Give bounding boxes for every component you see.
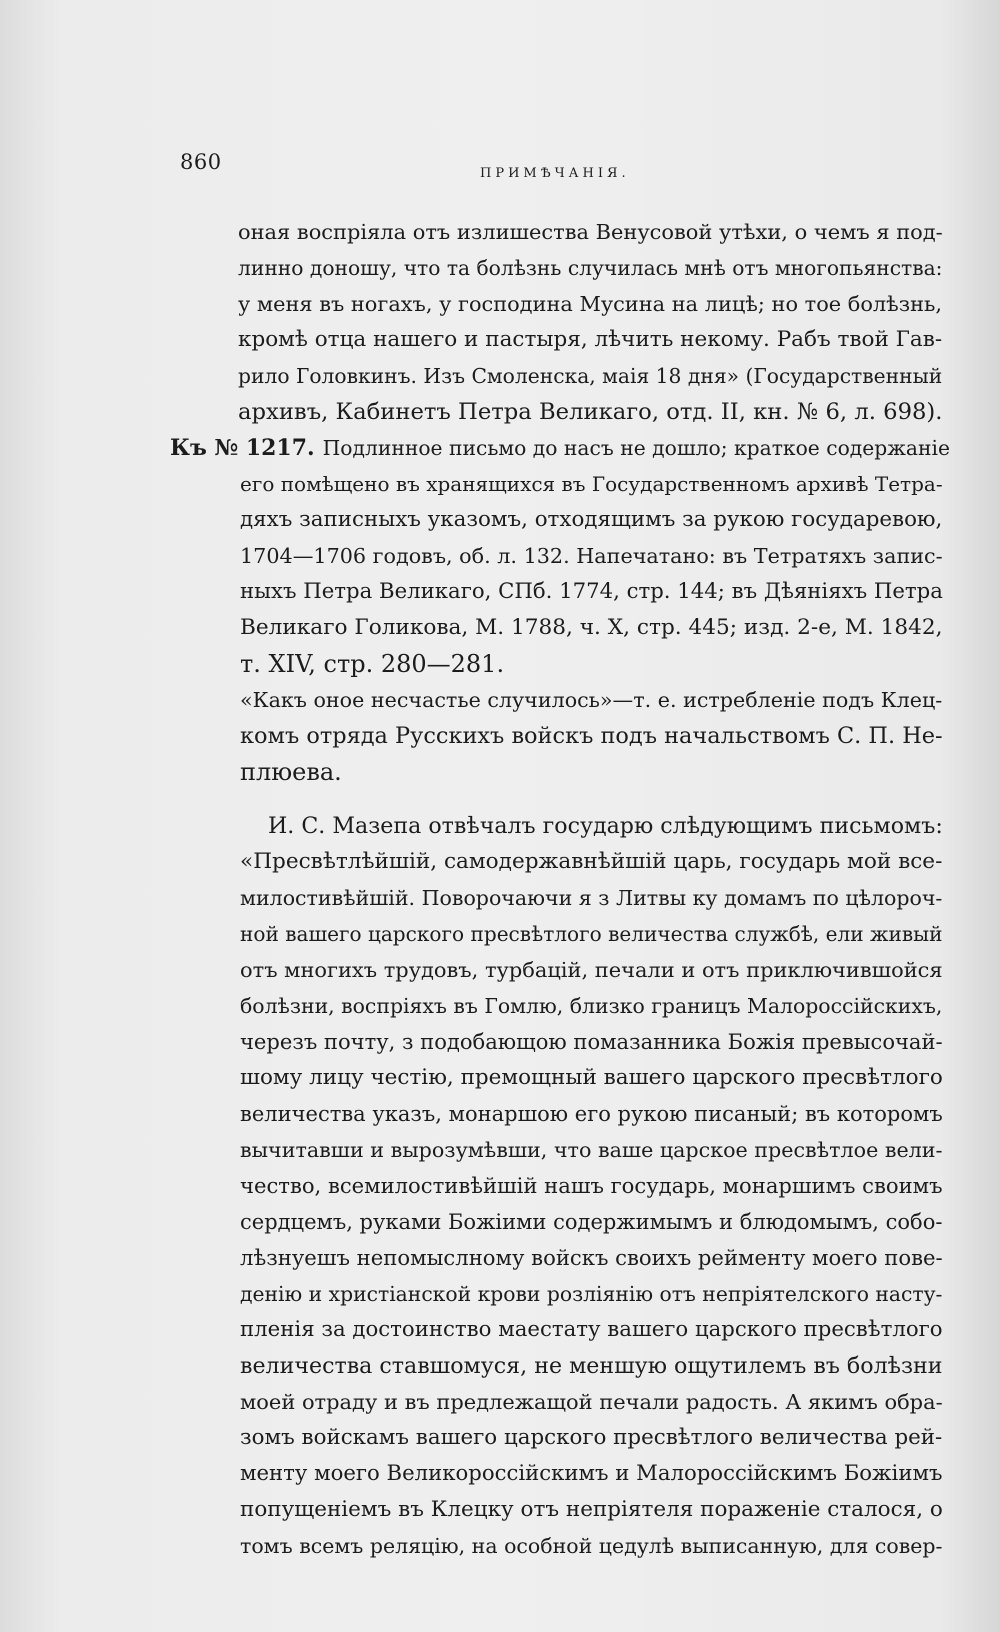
page-number: 860 xyxy=(180,150,222,174)
paragraph-gap xyxy=(170,790,950,808)
text-line: лѣзнуешъ непомыслному войскъ своихъ рейменту моего пове- xyxy=(240,1245,943,1270)
text-line: у меня въ ногахъ, у господина Мусина на лицѣ; но тое болѣзнь, xyxy=(238,292,943,316)
text-line: ныхъ Петра Великаго, СПб. 1774, стр. 144; въ Дѣяніяхъ Петра xyxy=(240,579,943,604)
text-line: архивъ, Кабинетъ Петра Великаго, отд. II, кн. № 6, л. 698). xyxy=(238,399,943,425)
text-line: черезъ почту, з подобающою помазанника Божія превысочай- xyxy=(240,1029,943,1054)
text-line: моей отраду и въ предлежащой печали радость. А якимъ обра- xyxy=(240,1390,943,1414)
text-line: отъ многихъ трудовъ, турбацій, печали и отъ приключившойся xyxy=(240,958,943,982)
text-line: менту моего Великороссійскимъ и Малороссійскимъ Божіимъ xyxy=(240,1461,943,1486)
text-line: т. XIV, стр. 280—281. xyxy=(240,650,505,678)
body-text xyxy=(170,214,950,1564)
running-head: ПРИМѢЧАНІЯ. xyxy=(480,166,630,181)
text-line: шому лицу честію, премощный вашего царского пресвѣтлого xyxy=(240,1065,943,1090)
text-line: величества указъ, монаршою его рукою писаный; въ которомъ xyxy=(240,1101,943,1126)
text-line: И. С. Мазепа отвѣчалъ государю слѣдующимъ письмомъ: xyxy=(268,813,943,839)
text-line: вычитавши и вырозумѣвши, что ваше царское пресвѣтлое вели- xyxy=(240,1138,943,1162)
text-line: рило Головкинъ. Изъ Смоленска, маія 18 дня» (Государственный xyxy=(238,364,943,388)
text-line: 1704—1706 годовъ, об. л. 132. Напечатано: въ Тетратяхъ запис- xyxy=(240,544,943,568)
text-line: зомъ войскамъ вашего царского пресвѣтлого величества рей- xyxy=(240,1425,943,1450)
text-line: чество, всемилостивѣйшій нашъ государь, монаршимъ своимъ xyxy=(240,1173,943,1198)
text-line: плюева. xyxy=(240,758,342,786)
text-line: линно доношу, что та болѣзнь случилась мнѣ отъ многопьянства: xyxy=(238,256,943,280)
text-line: Великаго Голикова, М. 1788, ч. X, стр. 445; изд. 2-е, М. 1842, xyxy=(240,615,943,640)
text-line: его помѣщено въ хранящихся въ Государственномъ архивѣ Тетра- xyxy=(240,472,943,496)
text-line: милостивѣйшій. Поворочаючи я з Литвы ку домамъ по цѣлороч- xyxy=(240,886,943,910)
text-line: «Какъ оное несчастье случилось»—т. е. истребленіе подъ Клец- xyxy=(240,688,943,712)
text-line: кромѣ отца нашего и пастыря, лѣчить некому. Рабъ твой Гав- xyxy=(238,327,943,352)
text-line: комъ отряда Русскихъ войскъ подъ начальствомъ С. П. Не- xyxy=(240,723,943,749)
text-line: томъ всемъ реляцію, на особной цедулѣ выписанную, для совер- xyxy=(240,1534,943,1558)
text-line: ной вашего царского пресвѣтлого величества службѣ, ели живый xyxy=(240,922,943,946)
text-line: денію и христіанской крови розліянію отъ непріятелского насту- xyxy=(240,1282,943,1306)
text-line: величества ставшомуся, не меншую ощутилемъ въ болѣзни xyxy=(240,1353,943,1379)
text-line: оная воспріяла отъ излишества Венусовой утѣхи, о чемъ я под- xyxy=(238,220,943,244)
text-line: болѣзни, воспріяхъ въ Гомлю, близко границъ Малороссійскихъ, xyxy=(240,994,943,1018)
text-line: «Пресвѣтлѣйшій, самодержавнѣйшій царь, государь мой все- xyxy=(240,849,943,874)
text-line: сердцемъ, руками Божіими содержимымъ и блюдомымъ, собо- xyxy=(240,1209,943,1234)
text-line: дяхъ записныхъ указомъ, отходящимъ за рукою государевою, xyxy=(240,507,943,532)
text-line: пленія за достоинство маестату вашего царского пресвѣтлого xyxy=(240,1317,943,1342)
reference-line: Къ № 1217. Подлинное письмо до насъ не дошло; краткое содержаніе xyxy=(170,430,950,466)
text-line: попущеніемъ въ Клецку отъ непріятеля пораженіе сталося, о xyxy=(240,1497,943,1522)
reference-label: Къ № 1217. xyxy=(170,435,315,461)
